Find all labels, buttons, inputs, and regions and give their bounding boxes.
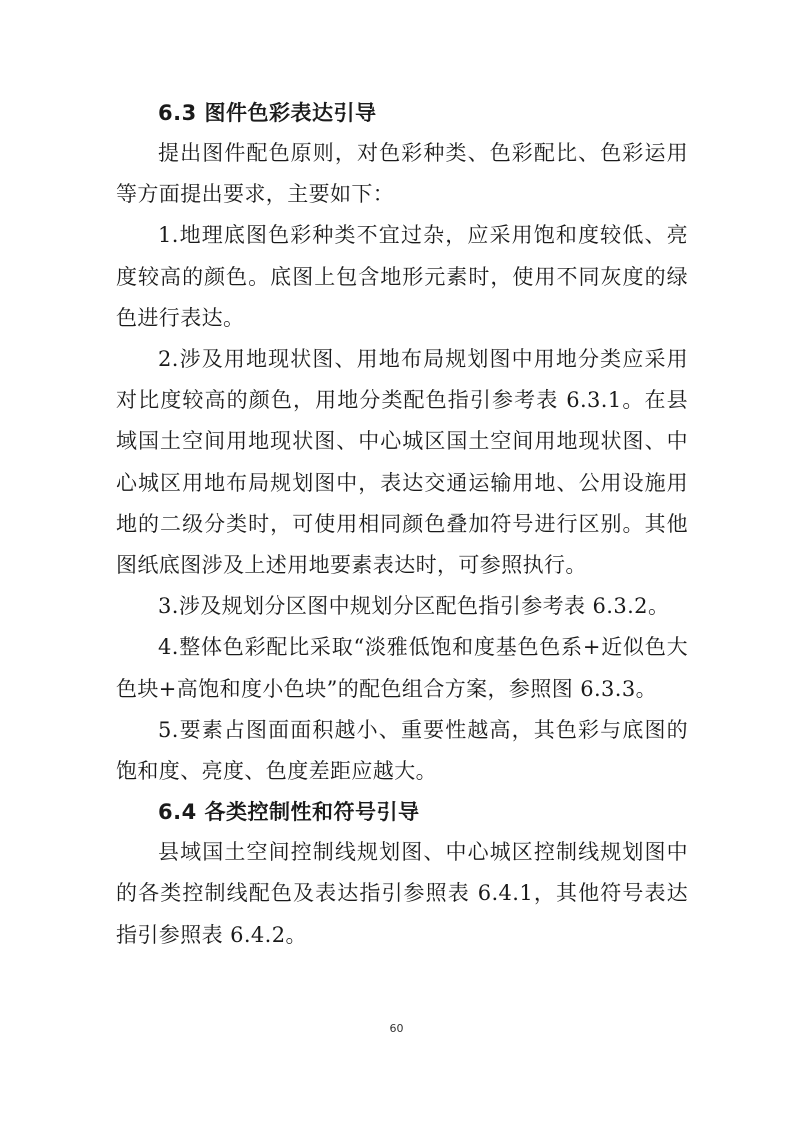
- paragraph-item-1: 1.地理底图色彩种类不宜过杂，应采用饱和度较低、亮度较高的颜色。底图上包含地形元素时，使用不同灰度的绿色进行表达。: [116, 223, 688, 330]
- page-number: 60: [389, 1022, 404, 1035]
- paragraph-item-5: 5.要素占图面面积越小、重要性越高，其色彩与底图的饱和度、亮度、色度差距应越大。: [116, 717, 688, 784]
- paragraph-intro: 提出图件配色原则，对色彩种类、色彩配比、色彩运用等方面提出要求，主要如下：: [116, 141, 688, 207]
- section-heading-6-4: 6.4 各类控制性和符号引导: [158, 800, 420, 825]
- paragraph-item-4: 4.整体色彩配比采取“淡雅低饱和度基色色系+近似色大色块+高饱和度小色块”的配色组合方案，参照图 6.3.3。: [116, 635, 688, 701]
- section-heading-6-3: 6.3 图件色彩表达引导: [158, 101, 377, 125]
- paragraph-control-lines: 县域国土空间控制线规划图、中心城区控制线规划图中的各类控制线配色及表达指引参照表 6.4.1，其他符号表达指引参照表 6.4.2。: [116, 840, 688, 947]
- paragraph-item-3: 3.涉及规划分区图中规划分区配色指引参考表 6.3.2。: [158, 594, 670, 619]
- page-content: [116, 93, 688, 956]
- paragraph-item-2: 2.涉及用地现状图、用地布局规划图中用地分类应采用对比度较高的颜色，用地分类配色指引参考表 6.3.1。在县域国土空间用地现状图、中心城区国土空间用地现状图、中心城区用地布局规划图中，表达交通运输用地、公用设施用地的二级分类时，可使用相同颜色叠加符号进行区别。其他图纸底图涉及上述用地要素表达时，可参照执行。: [116, 347, 688, 578]
